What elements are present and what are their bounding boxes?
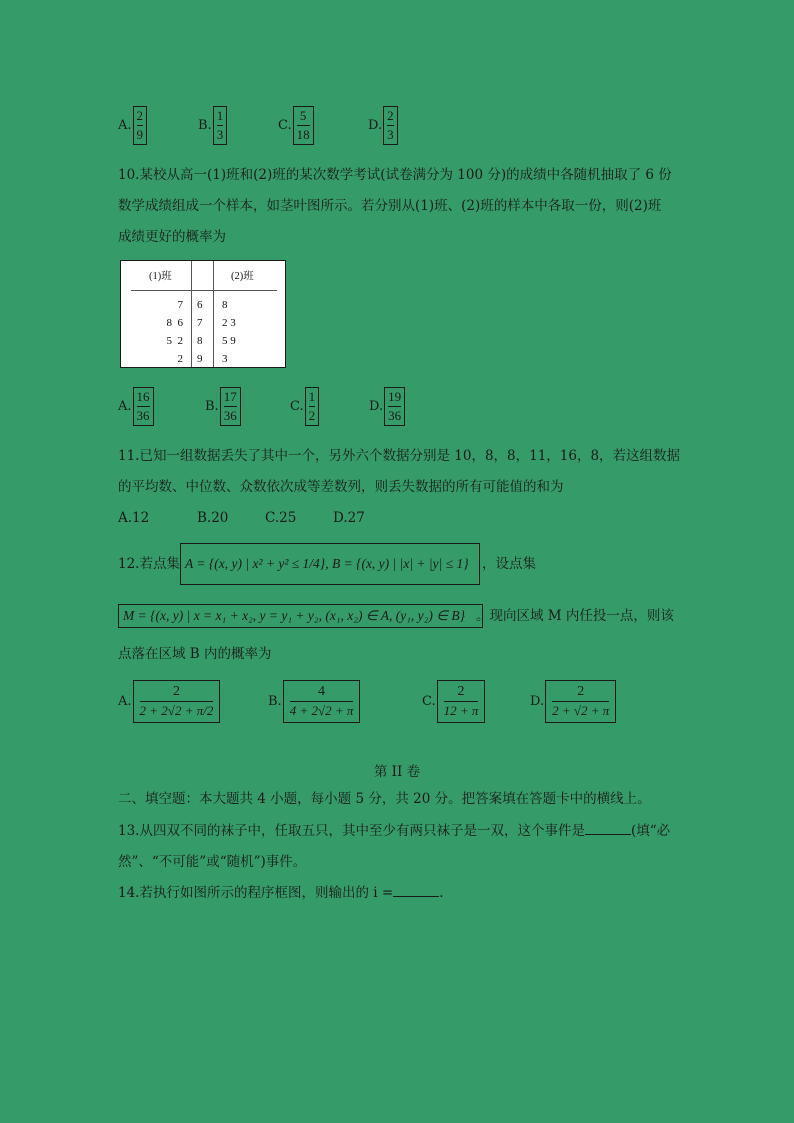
q9-option-0 — [118, 106, 147, 145]
stem-value-1: 7 — [197, 317, 203, 329]
q10-option-3-fraction-bar — [388, 406, 401, 407]
q12-option-0-label: A. — [118, 694, 132, 709]
q13-line-2: 然”、“不可能”或“随机”)事件。 — [118, 854, 307, 870]
stem-value-2: 8 — [197, 335, 203, 347]
q12-option-3-label: D. — [530, 694, 545, 709]
stem-left-header: (1)班 — [149, 271, 172, 282]
stem-leaf-left-0: 7 — [177, 299, 183, 311]
q12-suffix: ，设点集 — [482, 556, 536, 572]
q13-line1-end: (填“必 — [630, 823, 671, 839]
q12-option-3-fraction-bar — [552, 701, 609, 702]
q9-option-2-numerator: 5 — [299, 108, 307, 123]
stem-leaf-right-1: 2 3 — [222, 317, 236, 329]
q14-end: . — [439, 885, 444, 901]
q12-option-1-numerator: 4 — [318, 684, 326, 699]
q12-option-1-fraction — [283, 680, 361, 723]
stem-leaf-left-1: 8 6 — [166, 317, 183, 329]
q11-line-1: 11.已知一组数据丢失了其中一个，另外六个数据分别是 10，8，8，11，16，8，若这组数据 — [118, 448, 681, 464]
q9-option-3-denominator: 3 — [387, 127, 394, 142]
stem-header-rule — [131, 290, 277, 291]
q12-set-m: M = {(x, y) | x = x₁ + x₂, y = y₁ + y₂, (x₁, x₂) ∈ A, (y₁, y₂) ∈ B} — [118, 604, 483, 628]
q12-option-2-fraction-bar — [444, 701, 479, 702]
q9-option-0-denominator: 9 — [136, 127, 144, 142]
q10-option-0-numerator: 16 — [136, 389, 150, 404]
stem-leaf-right-0: 8 — [222, 299, 228, 311]
q10-option-1-denominator: 36 — [223, 408, 237, 423]
q9-option-3 — [368, 106, 398, 145]
q9-option-2-label: C. — [278, 118, 292, 133]
q9-option-1 — [198, 106, 227, 145]
q10-option-3-label: D. — [369, 399, 384, 414]
q9-option-1-fraction-bar — [217, 125, 224, 126]
q10-option-1-label: B. — [205, 399, 219, 414]
q9-option-3-fraction-bar — [387, 125, 394, 126]
stem-leaf-left-3: 2 — [177, 353, 183, 365]
q12-option-3-numerator: 2 — [577, 684, 585, 699]
q10-line-3: 成绩更好的概率为 — [118, 229, 226, 245]
q11-option-1: B.20 — [197, 510, 229, 526]
q9-option-1-denominator: 3 — [216, 127, 224, 142]
q10-option-0 — [118, 387, 154, 426]
q9-option-3-fraction — [383, 106, 398, 145]
q12-option-3-denominator: 2 + √2 + π — [552, 703, 610, 718]
q10-option-1-fraction-bar — [224, 406, 237, 407]
stem-value-3: 9 — [197, 353, 203, 365]
q9-option-0-fraction-bar — [137, 125, 144, 126]
stem-divider-right — [213, 261, 214, 367]
q10-option-2-denominator: 2 — [308, 408, 316, 423]
q12-option-2-fraction — [437, 680, 486, 723]
q14-text: 14.若执行如图所示的程序框图，则输出的 i = — [118, 885, 394, 901]
q12-option-0-fraction-bar — [140, 701, 214, 702]
q12-option-0-numerator: 2 — [172, 684, 180, 699]
stem-right-header: (2)班 — [231, 271, 254, 282]
q10-option-2-fraction — [305, 387, 320, 426]
section-title: 第 II 卷 — [373, 764, 421, 780]
q12-prefix: 12.若点集 — [118, 556, 180, 572]
stem-leaf-left-2: 5 2 — [166, 335, 183, 347]
q9-option-2-denominator: 18 — [296, 127, 310, 142]
q10-line-2: 数学成绩组成一个样本，如茎叶图所示。若分别从(1)班、(2)班的样本中各取一份，则(2)班 — [118, 198, 662, 214]
q12-option-1-label: B. — [268, 694, 282, 709]
q10-option-2-numerator: 1 — [308, 389, 316, 404]
q10-option-0-fraction-bar — [137, 406, 150, 407]
q13-answer-blank[interactable] — [585, 822, 631, 835]
q10-option-1 — [205, 387, 241, 426]
q12-option-1-denominator: 4 + 2√2 + π — [289, 703, 354, 718]
q13-text: 13.从四双不同的袜子中，任取五只，其中至少有两只袜子是一双，这个事件是 — [118, 823, 585, 839]
stem-leaf-right-2: 5 9 — [222, 335, 236, 347]
q11-option-2: C.25 — [265, 510, 297, 526]
stem-value-0: 6 — [197, 299, 203, 311]
section-intro: 二、填空题：本大题共 4 小题，每小题 5 分，共 20 分。把答案填在答题卡中的横线上。 — [118, 791, 651, 807]
q12-line2-suffix: 。现向区域 M 内任投一点，则该 — [476, 608, 674, 624]
q9-option-0-label: A. — [118, 118, 132, 133]
q14-answer-blank[interactable] — [393, 884, 439, 897]
q12-option-2-label: C. — [422, 694, 436, 709]
q12-set-a-b: A = {(x, y) | x² + y² ≤ 1/4}, B = {(x, y) | |x| + |y| ≤ 1} — [180, 543, 480, 585]
q12-option-1 — [268, 680, 360, 723]
q11-option-0: A.12 — [118, 510, 150, 526]
q10-option-3-denominator: 36 — [388, 408, 402, 423]
q11-option-3: D.27 — [333, 510, 365, 526]
q10-option-3-numerator: 19 — [388, 389, 402, 404]
q10-option-1-fraction — [220, 387, 241, 426]
q14-line — [118, 883, 443, 903]
stem-leaf-right-3: 3 — [222, 353, 228, 365]
stem-leaf-plot — [120, 260, 286, 368]
stem-divider-left — [191, 261, 192, 367]
q9-option-0-fraction — [133, 106, 148, 145]
q11-line-2: 的平均数、中位数、众数依次成等差数列，则丢失数据的所有可能值的和为 — [118, 479, 564, 495]
q10-line-1: 10.某校从高一(1)班和(2)班的某次数学考试(试卷满分为 100 分)的成绩中各随机抽取了 6 份 — [118, 167, 672, 183]
q12-option-2 — [422, 680, 485, 723]
q10-option-2-label: C. — [290, 399, 304, 414]
q10-option-0-fraction — [133, 387, 154, 426]
q13-line-1 — [118, 821, 670, 841]
q9-option-0-numerator: 2 — [136, 108, 144, 123]
q10-option-3 — [369, 387, 405, 426]
q12-option-2-denominator: 12 + π — [443, 703, 479, 718]
q12-option-1-fraction-bar — [290, 701, 354, 702]
q12-option-0-denominator: 2 + 2√2 + π/2 — [139, 703, 214, 718]
q10-option-0-label: A. — [118, 399, 132, 414]
q12-option-0-fraction — [133, 680, 221, 723]
q10-option-3-fraction — [384, 387, 405, 426]
q12-option-0 — [118, 680, 220, 723]
q9-option-2 — [278, 106, 314, 145]
q9-option-1-fraction — [213, 106, 228, 145]
q10-option-2 — [290, 387, 319, 426]
q12-line-3: 点落在区域 B 内的概率为 — [118, 646, 272, 662]
q9-option-3-numerator: 2 — [387, 108, 394, 123]
q9-option-1-numerator: 1 — [216, 108, 224, 123]
q9-option-1-label: B. — [198, 118, 212, 133]
q10-option-1-numerator: 17 — [223, 389, 237, 404]
q12-option-3 — [530, 680, 616, 723]
q12-option-2-numerator: 2 — [457, 684, 465, 699]
q10-option-0-denominator: 36 — [136, 408, 150, 423]
q9-option-3-label: D. — [368, 118, 383, 133]
q12-option-3-fraction — [545, 680, 616, 723]
q9-option-2-fraction-bar — [297, 125, 310, 126]
q9-option-2-fraction — [293, 106, 314, 145]
q10-option-2-fraction-bar — [309, 406, 316, 407]
